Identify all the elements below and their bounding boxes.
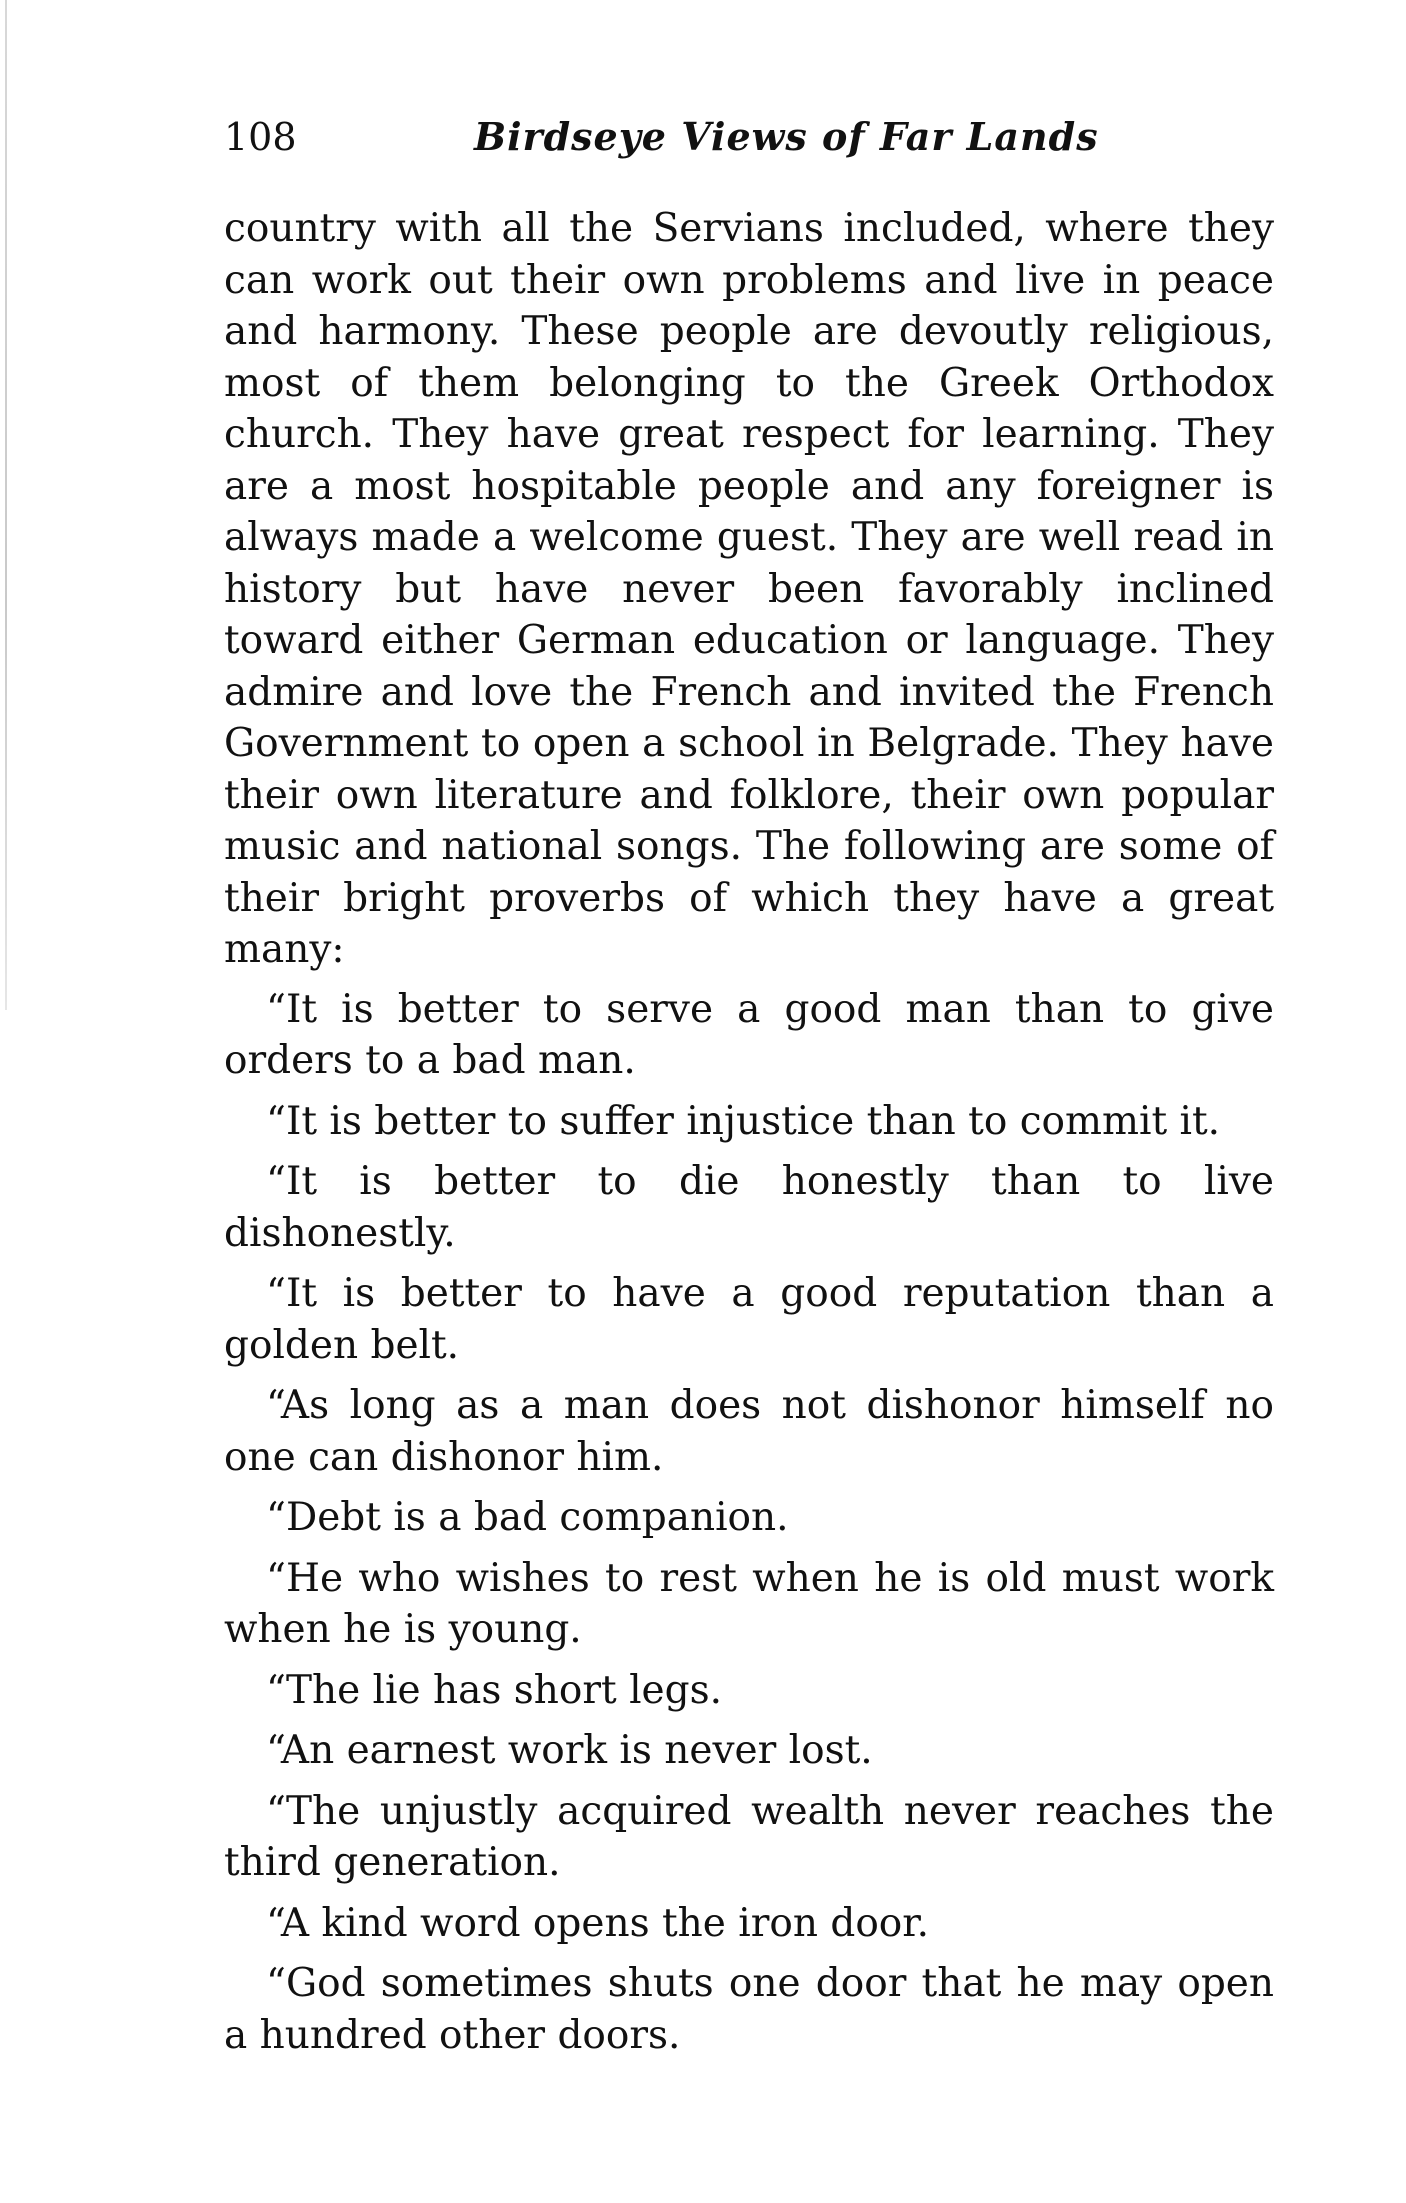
proverb: “As long as a man does not dishonor himself no one can dishonor him. — [224, 1383, 1274, 1480]
page-number: 108 — [224, 115, 297, 159]
proverb: “It is better to have a good reputation than a golden belt. — [224, 1271, 1274, 1368]
proverb-list — [224, 984, 1274, 2062]
proverb: “It is better to serve a good man than to give orders to a bad man. — [224, 986, 1274, 1083]
proverb: “The lie has short legs. — [266, 1667, 723, 1713]
proverb: “He who wishes to rest when he is old must work when he is young. — [224, 1555, 1274, 1652]
running-title: Birdseye Views of Far Lands — [474, 114, 1099, 159]
page-body — [224, 203, 1274, 2070]
proverb: “An earnest work is never lost. — [266, 1728, 873, 1773]
page-header — [224, 112, 1274, 162]
page-edge-shadow — [5, 0, 7, 1010]
proverb: “Debt is a bad companion. — [266, 1495, 789, 1540]
proverb: “God sometimes shuts one door that he may open a hundred other doors. — [224, 1961, 1274, 2058]
proverb: “A kind word opens the iron door. — [266, 1900, 930, 1946]
proverb: “It is better to die honestly than to live dishonestly. — [224, 1159, 1274, 1256]
proverb: “It is better to suffer injustice than to commit it. — [266, 1098, 1221, 1144]
opening-paragraph: country with all the Servians included, where they can work out their own problems and live in peace and harmony. These people are devoutly religious, most of them belonging to the Greek Orthodox church. They have great respect for learning. They are a most hospitable people and any foreigner is always made a welcome guest. They are well read in history but have never been favorably inclined toward either German education or language. They admire and love the French and invited the French Government to open a school in Belgrade. They have their own literature and folklore, their own popular music and national songs. The following are some of their bright proverbs of which they have a great many: — [224, 206, 1274, 972]
proverb: “The unjustly acquired wealth never reaches the third generation. — [224, 1788, 1274, 1885]
